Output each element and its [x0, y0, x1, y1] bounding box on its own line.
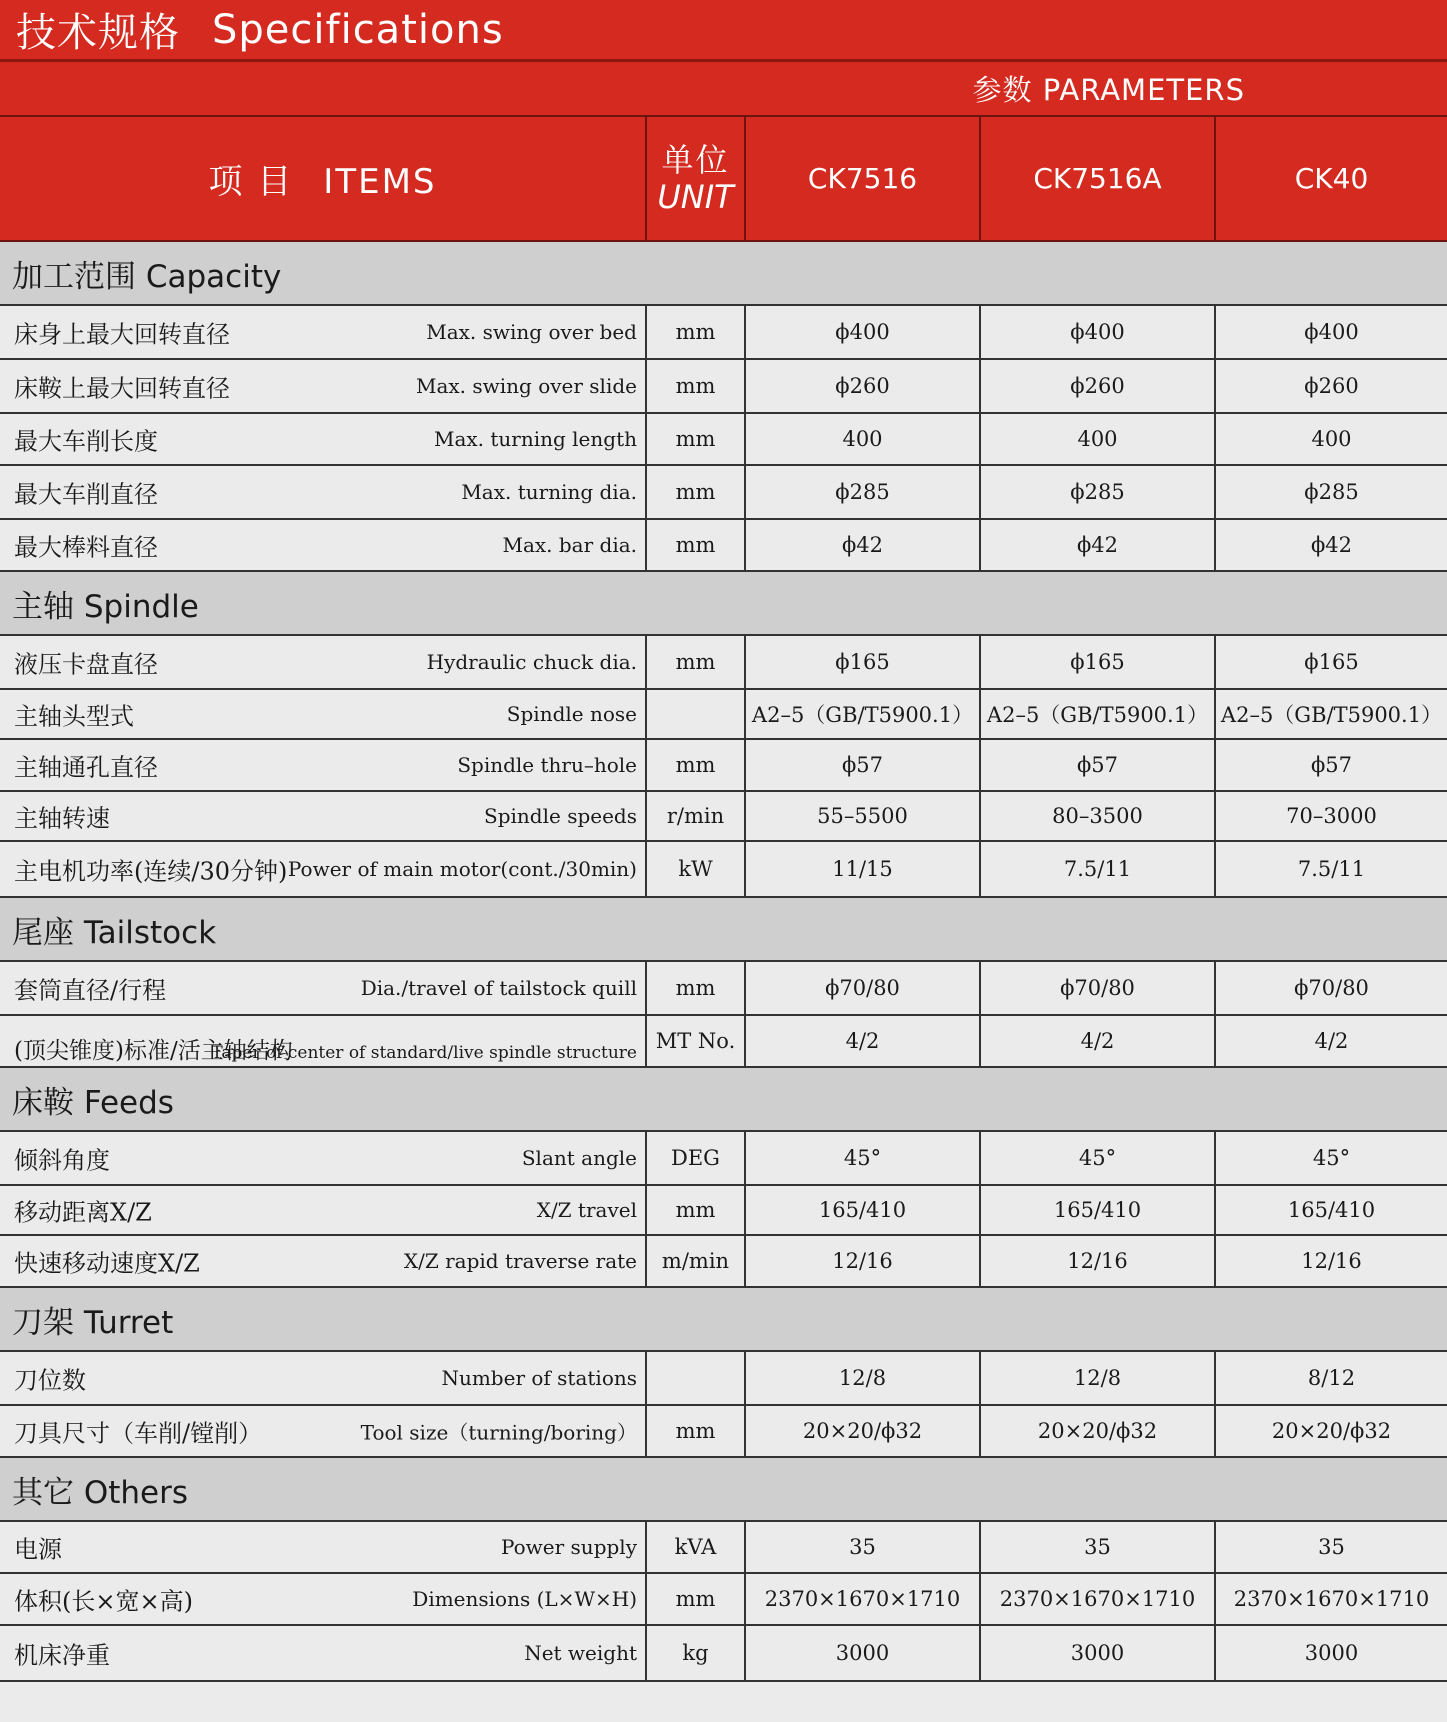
- item-label-en: Number of stations: [441, 1366, 637, 1390]
- item-cell: [0, 1625, 646, 1681]
- item-cell: [0, 413, 646, 465]
- table-row: [0, 1405, 1447, 1457]
- item-cell: [0, 1185, 646, 1235]
- item-cell: [0, 1015, 646, 1067]
- table-row: [0, 739, 1447, 791]
- item-label-zh: 床身上最大回转直径: [14, 320, 230, 349]
- item-label-en: Dimensions (L×W×H): [412, 1587, 637, 1611]
- item-label-zh: 机床净重: [14, 1641, 110, 1670]
- model-header-ck7516a: CK7516A: [980, 117, 1215, 241]
- value-cell: ϕ285: [1215, 465, 1447, 519]
- value-cell: 400: [745, 413, 980, 465]
- value-cell: 45°: [980, 1131, 1215, 1185]
- table-row: [0, 1521, 1447, 1573]
- items-header-zh: 项 目: [208, 162, 294, 202]
- item-label-zh: 主轴头型式: [14, 702, 134, 731]
- item-label-zh: 套筒直径/行程: [14, 976, 167, 1005]
- item-label-en: Power supply: [500, 1535, 637, 1559]
- value-cell: ϕ285: [980, 465, 1215, 519]
- value-cell: 4/2: [1215, 1015, 1447, 1067]
- table-header-row: [0, 117, 1447, 241]
- item-label-zh: 液压卡盘直径: [14, 650, 158, 679]
- model-header-ck7516: CK7516: [745, 117, 980, 241]
- parameters-label: 参数 PARAMETERS: [972, 73, 1245, 107]
- value-cell: 35: [980, 1521, 1215, 1573]
- item-label-en: Dia./travel of tailstock quill: [360, 976, 637, 1000]
- value-cell: 165/410: [1215, 1185, 1447, 1235]
- item-label-en: Max. bar dia.: [502, 533, 637, 557]
- value-cell: 400: [1215, 413, 1447, 465]
- unit-header: [646, 117, 745, 241]
- table-row: [0, 1185, 1447, 1235]
- item-label-en: Spindle thru–hole: [457, 753, 637, 777]
- section-title: 加工范围 Capacity: [0, 241, 1447, 305]
- table-row: [0, 465, 1447, 519]
- unit-cell: [646, 689, 745, 739]
- unit-header-zh: 单位: [661, 140, 730, 179]
- value-cell: ϕ42: [1215, 519, 1447, 571]
- item-cell: [0, 689, 646, 739]
- section-header-row: [0, 571, 1447, 635]
- value-cell: 8/12: [1215, 1351, 1447, 1405]
- table-row: [0, 1351, 1447, 1405]
- table-row: [0, 1015, 1447, 1067]
- unit-cell: mm: [646, 635, 745, 689]
- table-row: [0, 359, 1447, 413]
- section-title: 主轴 Spindle: [0, 571, 1447, 635]
- items-header-en: ITEMS: [323, 162, 437, 202]
- item-label-zh: 快速移动速度X/Z: [14, 1249, 200, 1278]
- item-label-en: Max. turning dia.: [461, 480, 637, 504]
- value-cell: ϕ165: [980, 635, 1215, 689]
- item-label-zh: (顶尖锥度)标准/活主轴结构: [14, 1038, 293, 1064]
- unit-cell: DEG: [646, 1131, 745, 1185]
- value-cell: 2370×1670×1710: [980, 1573, 1215, 1625]
- unit-cell: kW: [646, 841, 745, 897]
- table-row: [0, 635, 1447, 689]
- value-cell: 55–5500: [745, 791, 980, 841]
- item-label-en: Taper of center of standard/live spindle structure: [211, 1043, 637, 1063]
- section-title: 尾座 Tailstock: [0, 897, 1447, 961]
- table-row: [0, 1235, 1447, 1287]
- table-row: [0, 413, 1447, 465]
- unit-cell: mm: [646, 359, 745, 413]
- value-cell: ϕ260: [1215, 359, 1447, 413]
- unit-header-en: UNIT: [657, 177, 734, 216]
- item-cell: [0, 635, 646, 689]
- item-label-zh: 最大车削长度: [14, 427, 158, 456]
- item-label-en: Spindle nose: [506, 702, 637, 726]
- table-row: [0, 961, 1447, 1015]
- item-label-en: Spindle speeds: [484, 804, 637, 828]
- value-cell: 12/16: [745, 1235, 980, 1287]
- value-cell: ϕ400: [745, 305, 980, 359]
- item-cell: [0, 1521, 646, 1573]
- item-label-zh: 刀位数: [14, 1366, 86, 1395]
- table-row: [0, 689, 1447, 739]
- value-cell: A2–5（GB/T5900.1）: [1215, 689, 1447, 739]
- section-header-row: [0, 241, 1447, 305]
- spec-table-body: [0, 241, 1447, 1681]
- value-cell: ϕ42: [745, 519, 980, 571]
- item-cell: [0, 1405, 646, 1457]
- value-cell: ϕ57: [745, 739, 980, 791]
- section-header-row: [0, 1287, 1447, 1351]
- value-cell: 11/15: [745, 841, 980, 897]
- unit-cell: m/min: [646, 1235, 745, 1287]
- value-cell: ϕ57: [980, 739, 1215, 791]
- unit-cell: r/min: [646, 791, 745, 841]
- value-cell: 12/8: [745, 1351, 980, 1405]
- item-cell: [0, 305, 646, 359]
- value-cell: ϕ42: [980, 519, 1215, 571]
- item-label-en: Power of main motor(cont./30min): [287, 857, 637, 881]
- value-cell: 3000: [745, 1625, 980, 1681]
- value-cell: ϕ285: [745, 465, 980, 519]
- item-cell: [0, 791, 646, 841]
- value-cell: 45°: [1215, 1131, 1447, 1185]
- unit-cell: mm: [646, 739, 745, 791]
- item-label-en: Hydraulic chuck dia.: [426, 650, 637, 674]
- section-title: 床鞍 Feeds: [0, 1067, 1447, 1131]
- item-cell: [0, 841, 646, 897]
- page-title-zh: 技术规格: [16, 10, 180, 56]
- value-cell: A2–5（GB/T5900.1）: [980, 689, 1215, 739]
- unit-cell: kg: [646, 1625, 745, 1681]
- table-row: [0, 1625, 1447, 1681]
- item-cell: [0, 1351, 646, 1405]
- value-cell: ϕ260: [745, 359, 980, 413]
- item-label-zh: 体积(长×宽×高): [14, 1587, 193, 1616]
- value-cell: ϕ57: [1215, 739, 1447, 791]
- value-cell: ϕ70/80: [980, 961, 1215, 1015]
- item-label-en: X/Z travel: [536, 1198, 637, 1222]
- value-cell: 80–3500: [980, 791, 1215, 841]
- item-label-zh: 主轴转速: [14, 804, 110, 833]
- value-cell: ϕ165: [745, 635, 980, 689]
- item-label-zh: 电源: [14, 1535, 62, 1564]
- value-cell: 400: [980, 413, 1215, 465]
- value-cell: 20×20/ϕ32: [980, 1405, 1215, 1457]
- value-cell: 3000: [980, 1625, 1215, 1681]
- items-header: [0, 117, 646, 241]
- item-cell: [0, 1235, 646, 1287]
- table-row: [0, 1573, 1447, 1625]
- item-label-zh: 主电机功率(连续/30分钟): [14, 857, 288, 886]
- value-cell: 165/410: [745, 1185, 980, 1235]
- value-cell: A2–5（GB/T5900.1）: [745, 689, 980, 739]
- value-cell: 45°: [745, 1131, 980, 1185]
- unit-cell: mm: [646, 413, 745, 465]
- item-label-en: Max. swing over slide: [415, 374, 637, 398]
- unit-cell: kVA: [646, 1521, 745, 1573]
- item-label-zh: 床鞍上最大回转直径: [14, 374, 230, 403]
- unit-cell: mm: [646, 961, 745, 1015]
- item-cell: [0, 465, 646, 519]
- item-cell: [0, 359, 646, 413]
- value-cell: 2370×1670×1710: [745, 1573, 980, 1625]
- value-cell: 20×20/ϕ32: [1215, 1405, 1447, 1457]
- unit-cell: mm: [646, 519, 745, 571]
- item-label-zh: 最大棒料直径: [14, 533, 158, 562]
- value-cell: 12/16: [980, 1235, 1215, 1287]
- table-row: [0, 1131, 1447, 1185]
- section-title: 刀架 Turret: [0, 1287, 1447, 1351]
- value-cell: 165/410: [980, 1185, 1215, 1235]
- item-cell: [0, 739, 646, 791]
- value-cell: 2370×1670×1710: [1215, 1573, 1447, 1625]
- value-cell: 4/2: [745, 1015, 980, 1067]
- item-label-zh: 主轴通孔直径: [14, 753, 158, 782]
- model-header-ck40: CK40: [1215, 117, 1447, 241]
- page-title-en: Specifications: [212, 6, 504, 53]
- parameters-bar: [0, 62, 1447, 117]
- table-row: [0, 841, 1447, 897]
- item-label-zh: 移动距离X/Z: [14, 1198, 152, 1227]
- section-header-row: [0, 897, 1447, 961]
- value-cell: 7.5/11: [1215, 841, 1447, 897]
- item-cell: [0, 519, 646, 571]
- unit-cell: mm: [646, 1185, 745, 1235]
- table-row: [0, 519, 1447, 571]
- value-cell: ϕ70/80: [1215, 961, 1447, 1015]
- value-cell: 7.5/11: [980, 841, 1215, 897]
- title-bar: [0, 0, 1447, 62]
- section-header-row: [0, 1457, 1447, 1521]
- value-cell: ϕ400: [1215, 305, 1447, 359]
- table-row: [0, 791, 1447, 841]
- value-cell: 4/2: [980, 1015, 1215, 1067]
- item-label-en: Slant angle: [521, 1146, 637, 1170]
- value-cell: ϕ260: [980, 359, 1215, 413]
- unit-cell: mm: [646, 1405, 745, 1457]
- item-label-en: Max. swing over bed: [426, 320, 637, 344]
- item-label-zh: 倾斜角度: [14, 1146, 110, 1175]
- value-cell: 3000: [1215, 1625, 1447, 1681]
- item-label-en: Max. turning length: [433, 427, 637, 451]
- spec-table: [0, 117, 1447, 1682]
- value-cell: 35: [1215, 1521, 1447, 1573]
- unit-cell: mm: [646, 1573, 745, 1625]
- item-label-en: Net weight: [524, 1641, 637, 1665]
- table-row: [0, 305, 1447, 359]
- unit-cell: MT No.: [646, 1015, 745, 1067]
- section-header-row: [0, 1067, 1447, 1131]
- unit-cell: mm: [646, 305, 745, 359]
- value-cell: 70–3000: [1215, 791, 1447, 841]
- item-cell: [0, 961, 646, 1015]
- unit-cell: [646, 1351, 745, 1405]
- value-cell: 20×20/ϕ32: [745, 1405, 980, 1457]
- item-label-en: X/Z rapid traverse rate: [403, 1249, 637, 1273]
- value-cell: ϕ400: [980, 305, 1215, 359]
- item-label-zh: 刀具尺寸（车削/镗削）: [14, 1419, 263, 1448]
- item-label-zh: 最大车削直径: [14, 480, 158, 509]
- value-cell: 12/16: [1215, 1235, 1447, 1287]
- item-label-en: Tool size（turning/boring）: [360, 1420, 637, 1445]
- value-cell: ϕ165: [1215, 635, 1447, 689]
- unit-cell: mm: [646, 465, 745, 519]
- item-cell: [0, 1131, 646, 1185]
- value-cell: 35: [745, 1521, 980, 1573]
- value-cell: 12/8: [980, 1351, 1215, 1405]
- item-cell: [0, 1573, 646, 1625]
- value-cell: ϕ70/80: [745, 961, 980, 1015]
- section-title: 其它 Others: [0, 1457, 1447, 1521]
